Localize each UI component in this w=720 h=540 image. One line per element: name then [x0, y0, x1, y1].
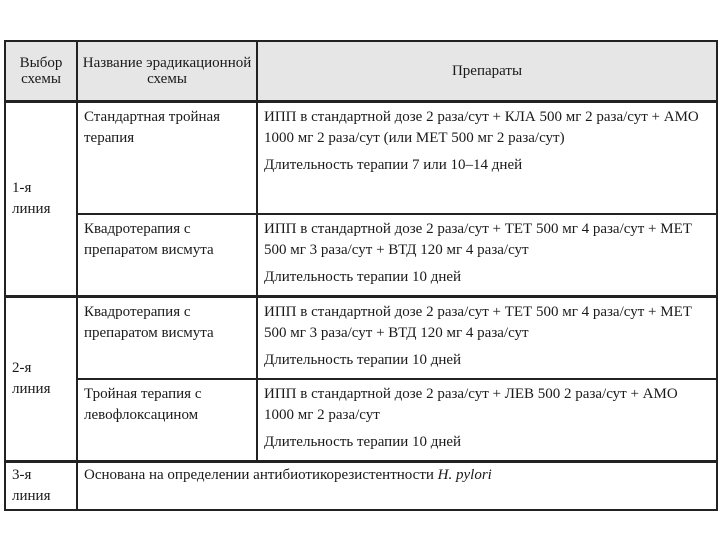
- scheme-name: Стандартная тройная терапия: [77, 102, 257, 215]
- third-line-description: [77, 462, 717, 511]
- duration-text: Длительность терапии 7 или 10–14 дней: [264, 157, 523, 173]
- table-row: [5, 462, 717, 511]
- scheme-drugs: [257, 102, 717, 215]
- scheme-name: Квадротерапия с препаратом висмута: [77, 297, 257, 380]
- scheme-name: Тройная терапия с левофлоксацином: [77, 379, 257, 462]
- drugs-text: ИПП в стандартной дозе 2 раза/сут + КЛА 500 мг 2 раза/сут + АМО 1000 мг 2 раза/сут (или МЕТ 500 мг 2 раза/сут): [264, 109, 699, 146]
- header-drugs: Препараты: [257, 41, 717, 102]
- organism-name: H. pylori: [437, 467, 492, 483]
- line-label-third: 3-я линия: [5, 462, 77, 511]
- scheme-drugs: [257, 214, 717, 297]
- drugs-text: ИПП в стандартной дозе 2 раза/сут + ТЕТ 500 мг 4 раза/сут + МЕТ 500 мг 3 раза/сут + ВТД 120 мг 4 раза/сут: [264, 304, 692, 341]
- scheme-drugs: [257, 297, 717, 380]
- table-header-row: [5, 41, 717, 102]
- duration-text: Длительность терапии 10 дней: [264, 269, 462, 285]
- third-line-text: Основана на определении антибиотикорезистентности: [84, 467, 434, 483]
- table-row: [5, 214, 717, 297]
- table-row: [5, 379, 717, 462]
- header-scheme-name: Название эрадикационной схемы: [77, 41, 257, 102]
- header-choice: Выбор схемы: [5, 41, 77, 102]
- drugs-text: ИПП в стандартной дозе 2 раза/сут + ТЕТ 500 мг 4 раза/сут + МЕТ 500 мг 3 раза/сут + ВТД 120 мг 4 раза/сут: [264, 221, 692, 258]
- table-row: [5, 297, 717, 380]
- table-row: [5, 102, 717, 215]
- eradication-schemes-table: [4, 40, 718, 511]
- duration-text: Длительность терапии 10 дней: [264, 434, 462, 450]
- eradication-schemes-table-container: [4, 40, 716, 511]
- line-label-second: 2-я линия: [5, 297, 77, 462]
- scheme-name: Квадротерапия с препаратом висмута: [77, 214, 257, 297]
- drugs-text: ИПП в стандартной дозе 2 раза/сут + ЛЕВ 500 2 раза/сут + АМО 1000 мг 2 раза/сут: [264, 386, 678, 423]
- duration-text: Длительность терапии 10 дней: [264, 352, 462, 368]
- scheme-drugs: [257, 379, 717, 462]
- line-label-first: 1-я линия: [5, 102, 77, 297]
